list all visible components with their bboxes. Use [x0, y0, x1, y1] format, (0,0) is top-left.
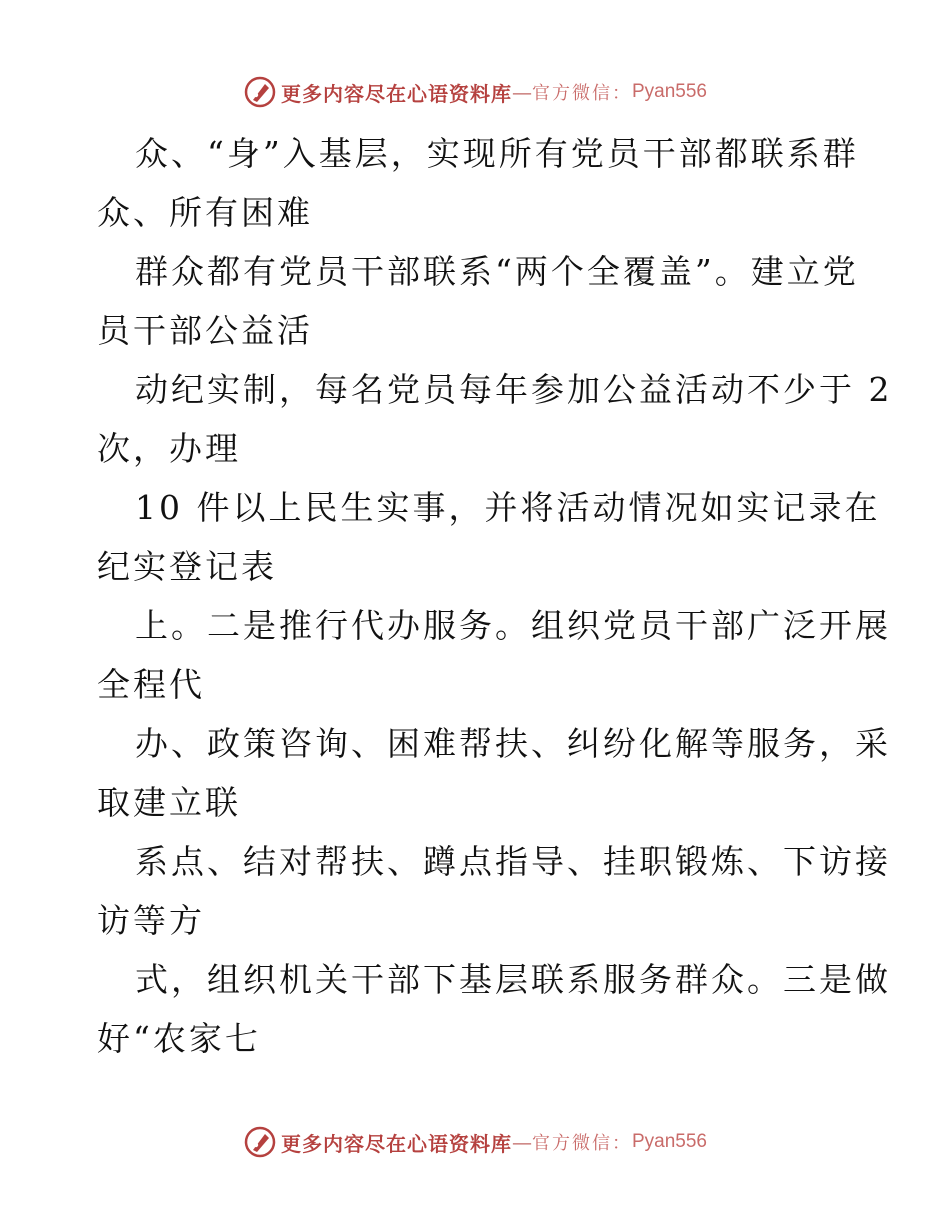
- text-line: 好“农家七: [97, 1019, 261, 1058]
- text-line: 纪实登记表: [97, 547, 277, 586]
- text-line: 10 件以上民生实事，并将活动情况如实记录在: [135, 488, 881, 527]
- header-watermark: [0, 72, 950, 112]
- watermark-wechat-id: Pyan556: [631, 1131, 707, 1152]
- watermark-dash: —: [511, 1130, 532, 1154]
- text-line: 全程代: [97, 665, 205, 704]
- body-text: [97, 124, 893, 1068]
- text-line: 次，办理: [97, 429, 241, 468]
- watermark-main-text: 更多内容尽在心语资料库: [280, 81, 512, 106]
- text-line: 员干部公益活: [97, 311, 313, 350]
- text-line: 访等方: [97, 901, 205, 940]
- watermark-wechat-label: 官方微信：: [531, 1133, 632, 1154]
- text-line: 上。二是推行代办服务。组织党员干部广泛开展: [135, 606, 891, 645]
- pen-nib-logo-icon: [243, 1125, 277, 1159]
- text-line: 众、所有困难: [97, 193, 313, 232]
- watermark-wechat-label: 官方微信：: [531, 83, 632, 104]
- watermark-dash: —: [511, 80, 532, 104]
- text-line: 系点、结对帮扶、蹲点指导、挂职锻炼、下访接: [135, 842, 891, 881]
- text-line: 取建立联: [97, 783, 241, 822]
- text-line: 众、“身”入基层，实现所有党员干部都联系群: [135, 134, 859, 173]
- text-line: 群众都有党员干部联系“两个全覆盖”。建立党: [135, 252, 859, 291]
- text-line: 式，组织机关干部下基层联系服务群众。三是做: [135, 960, 891, 999]
- text-line: 办、政策咨询、困难帮扶、纠纷化解等服务，采: [135, 724, 891, 763]
- pen-nib-logo-icon: [243, 75, 277, 109]
- watermark-wechat-id: Pyan556: [631, 81, 707, 102]
- footer-watermark: [0, 1122, 950, 1162]
- text-line: 动纪实制，每名党员每年参加公益活动不少于 2: [135, 370, 893, 409]
- watermark-main-text: 更多内容尽在心语资料库: [280, 1131, 512, 1156]
